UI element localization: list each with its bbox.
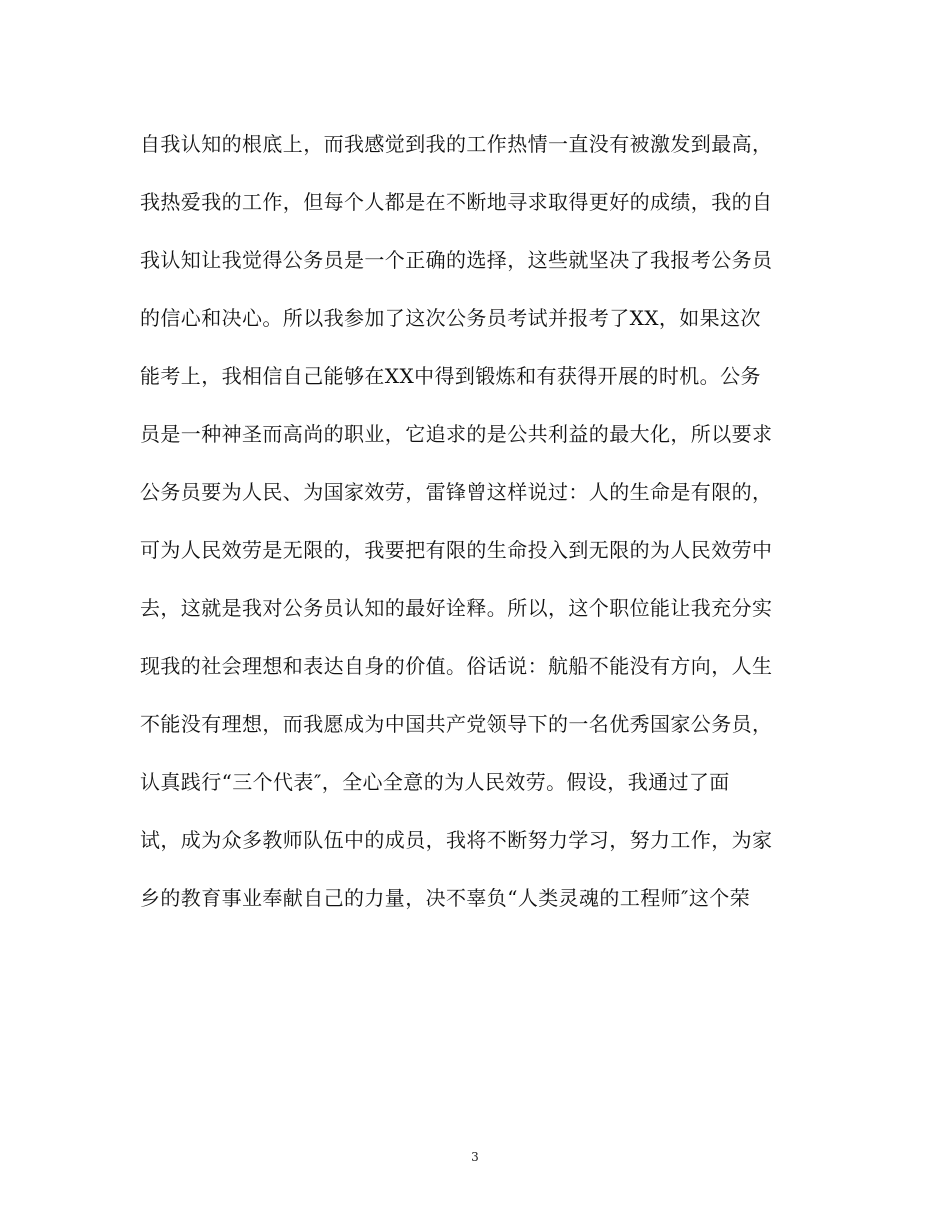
text-line: 的信心和决心。所以我参加了这次公务员考试并报考了XX，如果这次 [140, 306, 761, 330]
text-line: 不能没有理想，而我愿成为中国共产党领导下的一名优秀国家公务员， [140, 712, 773, 736]
text-line: 公务员要为人民、为国家效劳，雷锋曾这样说过：人的生命是有限的， [140, 480, 773, 504]
text-line: 认真践行“三个代表″，全心全意的为人民效劳。假设，我通过了面 [140, 770, 730, 794]
text-line: 自我认知的根底上，而我感觉到我的工作热情一直没有被激发到最高， [140, 132, 773, 156]
text-line: 我认知让我觉得公务员是一个正确的选择，这些就坚决了我报考公务员 [140, 248, 773, 272]
text-line: 我热爱我的工作，但每个人都是在不断地寻求取得更好的成绩，我的自 [140, 190, 773, 214]
text-line: 乡的教育事业奉献自己的力量，决不辜负“人类灵魂的工程师″这个荣 [140, 886, 751, 910]
body-text [140, 122, 820, 934]
text-line: 员是一种神圣而高尚的职业，它追求的是公共利益的最大化，所以要求 [140, 422, 773, 446]
text-line: 能考上，我相信自己能够在XX中得到锻炼和有获得开展的时机。公务 [140, 364, 761, 388]
page-number: 3 [471, 1150, 479, 1164]
text-line: 可为人民效劳是无限的，我要把有限的生命投入到无限的为人民效劳中 [140, 538, 773, 562]
text-line: 去，这就是我对公务员认知的最好诠释。所以，这个职位能让我充分实 [140, 596, 773, 620]
text-line: 试，成为众多教师队伍中的成员，我将不断努力学习，努力工作，为家 [140, 828, 773, 852]
text-line: 现我的社会理想和表达自身的价值。俗话说：航船不能没有方向，人生 [140, 654, 773, 678]
